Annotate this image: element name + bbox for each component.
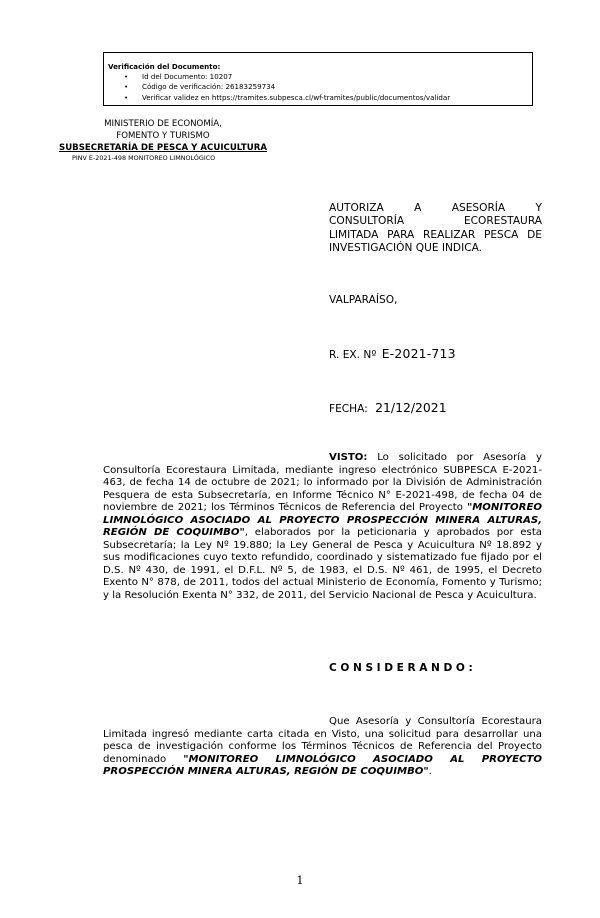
visto-project-name: "MONITOREO LIMNOLÓGICO ASOCIADO AL PROYECTO PROSPECCIÓN MINERA ALTURAS, REGIÓN DE COQUIMBO" <box>103 502 542 539</box>
title-line-2: CONSULTORÍA ECORESTAURA <box>329 215 542 228</box>
ministry-header <box>38 118 288 154</box>
title-line-4: INVESTIGACIÓN QUE INDICA. <box>329 241 483 254</box>
resolution-number: E-2021-713 <box>381 346 456 361</box>
date-line <box>329 400 447 415</box>
verification-title: Verificación del Documento: <box>108 62 221 71</box>
pinv-reference: PINV E-2021-498 MONITOREO LIMNOLÓGICO <box>72 154 216 162</box>
subsecretaria-name: SUBSECRETARÍA DE PESCA Y ACUICULTURA <box>59 143 267 153</box>
visto-label: VISTO: <box>329 452 368 463</box>
ministry-line-2: FOMENTO Y TURISMO <box>116 131 210 141</box>
resolution-label: R. EX. Nº <box>329 349 377 361</box>
verification-list <box>108 72 532 103</box>
considerando-text-1: Que Asesoría y Consultoría Ecorestaura Limitada ingresó mediante carta citada en Visto, una solicitud para desarrollar una pesca de investigación conforme los Términos Técnicos de Referencia del Proyecto denominado <box>103 716 542 765</box>
city: VALPARAÍSO, <box>329 294 398 306</box>
verification-url[interactable]: • Verificar validez en https://tramites.subpesca.cl/wf-tramites/public/documentos/validar <box>108 93 532 103</box>
verification-box <box>103 52 533 106</box>
date-value: 21/12/2021 <box>375 400 447 415</box>
ministry-line-1: MINISTERIO DE ECONOMÍA, <box>104 119 222 129</box>
considerando-paragraph-1 <box>103 716 542 779</box>
date-label: FECHA: <box>329 403 368 415</box>
verification-code: • Código de verificación: 26183259734 <box>108 82 532 92</box>
title-line-3: LIMITADA PARA REALIZAR PESCA DE <box>329 228 542 241</box>
verification-document-id: • Id del Documento: 10207 <box>108 72 532 82</box>
resolution-number-line <box>329 346 456 361</box>
considerando-heading: CONSIDERANDO: <box>329 662 477 674</box>
considerando-project-name: "MONITOREO LIMNOLÓGICO ASOCIADO AL PROYECTO PROSPECCIÓN MINERA ALTURAS, REGIÓN DE COQUIMBO" <box>103 753 543 778</box>
resolution-title <box>329 202 542 255</box>
visto-text-2: , elaborados por la peticionaria y aprobados por esta Subsecretaría; la Ley Nº 19.880; la Ley General de Pesca y Acuicultura Nº 18.892 y sus modificaciones cuyo texto refundido, coordinado y sistematizado fue fijado por el D.S. Nº 430, de 1991, el D.F.L. Nº 5, de 1983, el D.S. Nº 461, de 1995, el Decreto Exento N° 878, de 2011, todos del actual Ministerio de Economía, Fomento y Turismo; y la Resolución Exenta N° 332, de 2011, del Servicio Nacional de Pesca y Acuicultura. <box>103 527 542 602</box>
visto-text-1: Lo solicitado por Asesoría y Consultoría Ecorestaura Limitada, mediante ingreso electrónico SUBPESCA E-2021-463, de fecha 14 de octubre de 2021; lo informado por la División de Administración Pesquera de esta Subsecretaría, en Informe Técnico N° E-2021-498, de fecha 04 de noviembre de 2021; los Términos Técnicos de Referencia del Proyecto <box>103 452 542 514</box>
page-number: 1 <box>296 874 304 887</box>
visto-paragraph <box>103 452 542 603</box>
considerando-text-2: . <box>428 766 432 778</box>
title-line-1: AUTORIZA A ASESORÍA Y <box>329 202 542 214</box>
